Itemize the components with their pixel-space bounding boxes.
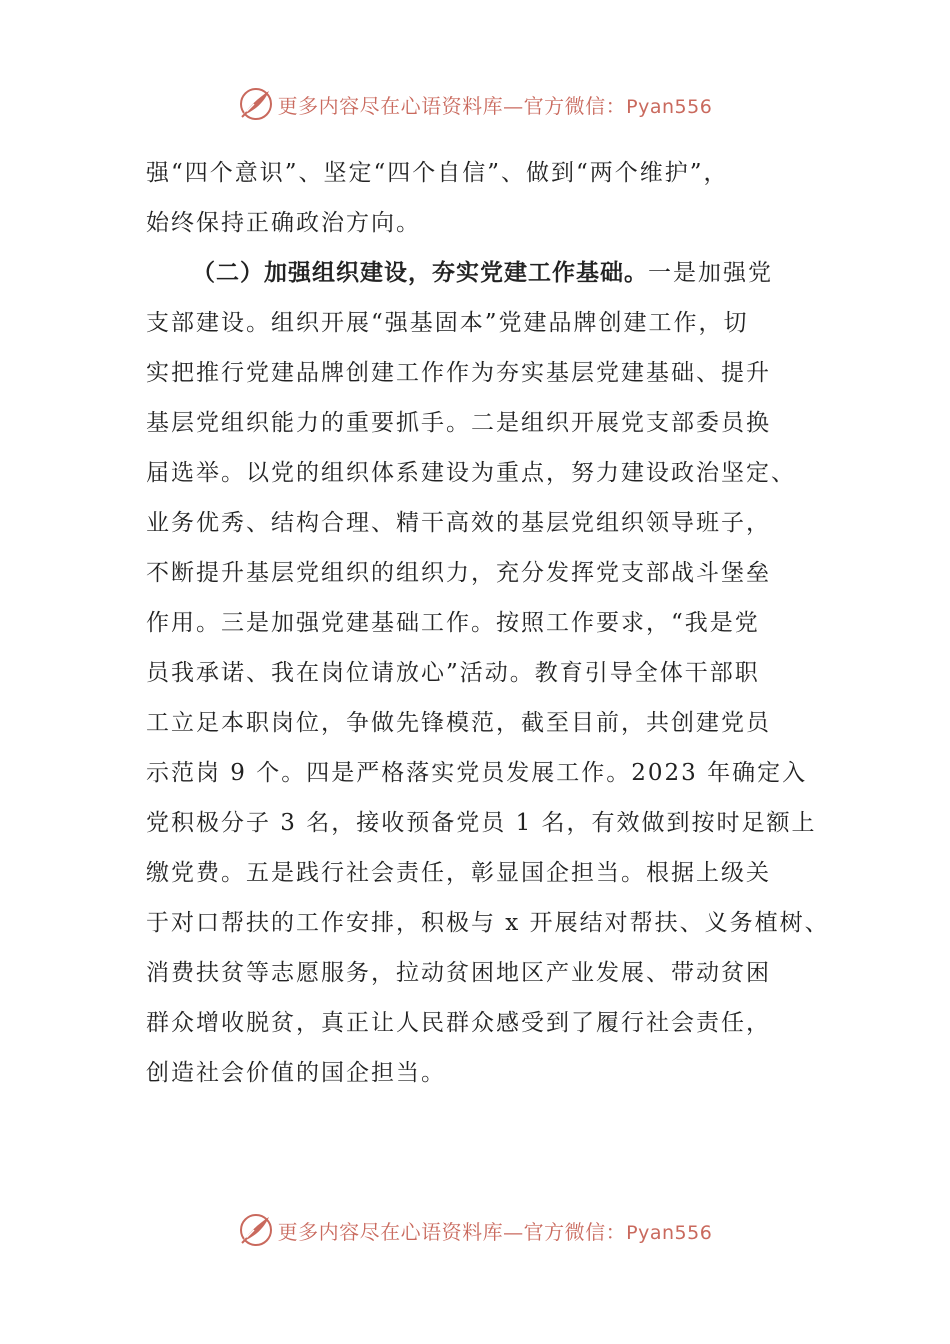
banner-text: [278, 1216, 713, 1245]
body-line: 示范岗 9 个。四是严格落实党员发展工作。2023 年确定入: [146, 760, 808, 786]
body-line: 始终保持正确政治方向。: [146, 210, 421, 236]
banner-text: [278, 90, 713, 119]
footer-banner: [0, 1210, 950, 1250]
body-line: 作用。三是加强党建基础工作。按照工作要求，“我是党: [146, 610, 760, 636]
body-line: 消费扶贫等志愿服务，拉动贫困地区产业发展、带动贫困: [146, 960, 771, 986]
header-banner: [0, 84, 950, 124]
body-line: 工立足本职岗位，争做先锋模范，截至目前，共创建党员: [146, 710, 771, 736]
body-line-text: 一是加强党: [648, 260, 773, 286]
quill-pen-icon: [238, 1212, 274, 1248]
banner-wechat-id: Pyan556: [626, 1221, 713, 1244]
body-line: 实把推行党建品牌创建工作作为夯实基层党建基础、提升: [146, 360, 771, 386]
body-line: 业务优秀、结构合理、精干高效的基层党组织领导班子，: [146, 510, 771, 536]
section-heading: （二）加强组织建设，夯实党建工作基础。: [192, 260, 648, 286]
section-heading-line: [146, 248, 846, 298]
body-line: 创造社会价值的国企担当。: [146, 1060, 446, 1086]
banner-text-cn: 更多内容尽在心语资料库—官方微信：: [277, 1219, 627, 1244]
body-line: 员我承诺、我在岗位请放心”活动。教育引导全体干部职: [146, 660, 760, 686]
document-body: [146, 148, 846, 1098]
banner-wechat-id: Pyan556: [626, 95, 713, 118]
body-line: 不断提升基层党组织的组织力，充分发挥党支部战斗堡垒: [146, 560, 771, 586]
quill-pen-icon: [238, 86, 274, 122]
body-line: 支部建设。组织开展“强基固本”党建品牌创建工作，切: [146, 310, 749, 336]
body-line: 届选举。以党的组织体系建设为重点，努力建设政治坚定、: [146, 460, 796, 486]
body-line: 缴党费。五是践行社会责任，彰显国企担当。根据上级关: [146, 860, 771, 886]
body-line: 于对口帮扶的工作安排，积极与 x 开展结对帮扶、义务植树、: [146, 910, 830, 936]
body-line: 基层党组织能力的重要抓手。二是组织开展党支部委员换: [146, 410, 771, 436]
body-line: 强“四个意识”、坚定“四个自信”、做到“两个维护”，: [146, 160, 729, 186]
body-line: 群众增收脱贫，真正让人民群众感受到了履行社会责任，: [146, 1010, 771, 1036]
banner-text-cn: 更多内容尽在心语资料库—官方微信：: [277, 93, 627, 118]
body-line: 党积极分子 3 名，接收预备党员 1 名，有效做到按时足额上: [146, 810, 817, 836]
